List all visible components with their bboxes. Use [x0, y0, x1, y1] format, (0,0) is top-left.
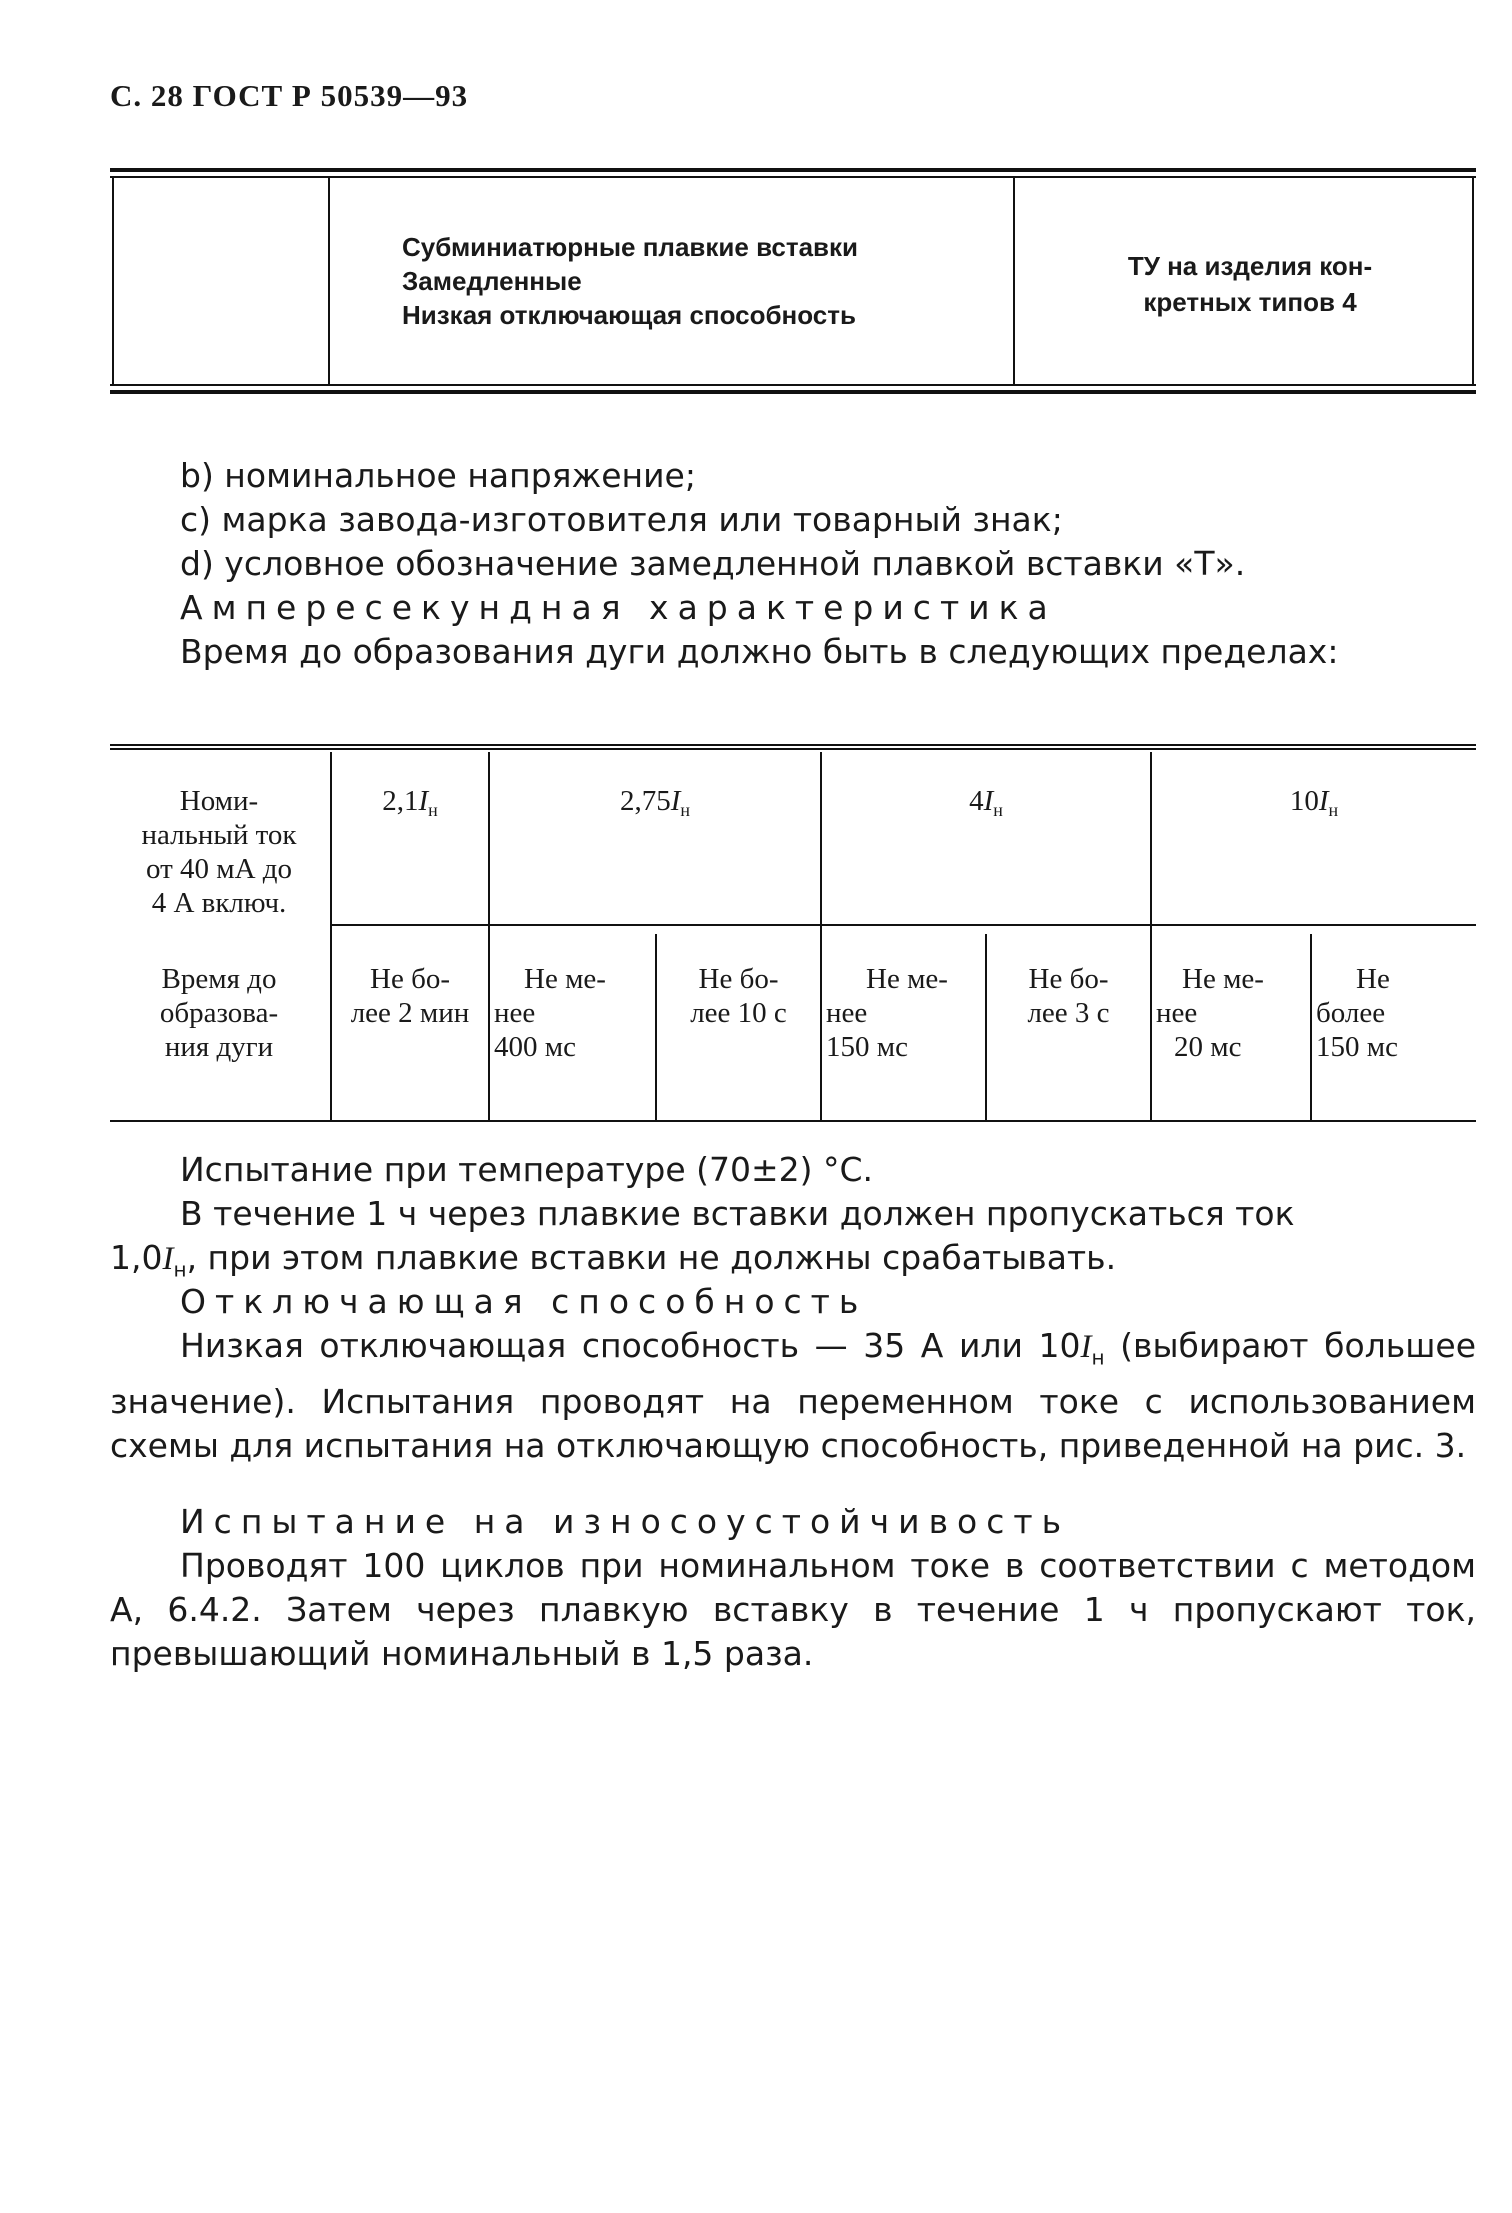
col-header: $2,75I_н$ [619, 785, 691, 820]
fuse-description [402, 230, 1042, 332]
section-intro: Время до образования дуги должно быть в следующих пределах: [180, 632, 1339, 671]
table-cell: Не бо- лее 2 мин [350, 963, 470, 1029]
spec-line: ТУ на изделия кон- [1127, 251, 1373, 281]
temperature-test-title: Испытание при температуре (70±2) °С. [180, 1150, 874, 1189]
page-header: С. 28 ГОСТ Р 50539—93 [110, 78, 469, 113]
endurance-title: Испытание на износоустойчивость [180, 1502, 1071, 1541]
label-line: от 40 мА до [145, 853, 293, 885]
label-line: Время до [161, 963, 277, 995]
list-item: c) марка завода-изготовителя или товарный знак; [180, 500, 1063, 539]
classification-table [110, 168, 1476, 394]
table-rule [110, 168, 1476, 172]
table-border [328, 176, 330, 386]
label-line: ния дуги [164, 1031, 274, 1063]
table-cell: Не ме- нее 150 мс [826, 963, 948, 1063]
table-cell: Не ме- нее 20 мс [1156, 963, 1264, 1063]
table-cell: Не бо- лее 3 с [1027, 963, 1110, 1029]
table-rule [110, 176, 1476, 178]
spec-line: кретных типов 4 [1143, 287, 1357, 317]
table-cell: Не бо- лее 10 с [690, 963, 787, 1029]
description-line: Низкая отключающая способность [402, 300, 856, 330]
temperature-test-text: В течение 1 ч через плавкие вставки должен пропускаться ток $1,0I_н$, при этом плавкие вставки не должны срабатывать. [110, 1194, 1295, 1282]
table-border [112, 176, 114, 386]
breaking-capacity-text: Низкая отключающая способность — 35 А или $10I_н$ (выбирают большее значение). Испытания проводят на переменном токе с использованием схемы для испытания на отключающую способность, приведенной на рис. 3. [110, 1326, 1476, 1465]
label-line: образова- [159, 997, 279, 1029]
row-label-current [110, 784, 328, 920]
col-header: $4I_н$ [969, 785, 1003, 820]
table-cell: Не более 150 мс [1316, 963, 1398, 1063]
description-line: Замедленные [402, 266, 582, 296]
endurance-text: Проводят 100 циклов при номинальном токе в соответствии с методом А, 6.4.2. Затем через плавкую вставку в течение 1 ч пропускают ток, превышающий номинальный в 1,5 раза. [110, 1546, 1476, 1673]
spec-reference [1030, 248, 1470, 320]
label-line: Номи- [179, 785, 259, 817]
label-line: 4 А включ. [151, 887, 287, 919]
label-line: нальный ток [141, 819, 297, 851]
marking-list [110, 454, 1476, 630]
list-item: b) номинальное напряжение; [180, 456, 696, 495]
section-title: Ампересекундная характеристика [180, 588, 1057, 627]
row-label-time [110, 962, 328, 1064]
table-cell: Не ме- нее 400 мс [494, 963, 606, 1063]
table-border [1472, 176, 1474, 386]
table-rule [110, 384, 1476, 386]
arcing-time-table [110, 744, 1476, 1124]
breaking-capacity-title: Отключающая способность [180, 1282, 868, 1321]
description-line: Субминиатюрные плавкие вставки [402, 232, 859, 262]
list-item: d) условное обозначение замедленной плавкой вставки «Т». [180, 544, 1246, 583]
col-header: $2,1I_н$ [382, 785, 438, 820]
table-rule [110, 390, 1476, 394]
col-header: $10I_н$ [1289, 785, 1339, 820]
